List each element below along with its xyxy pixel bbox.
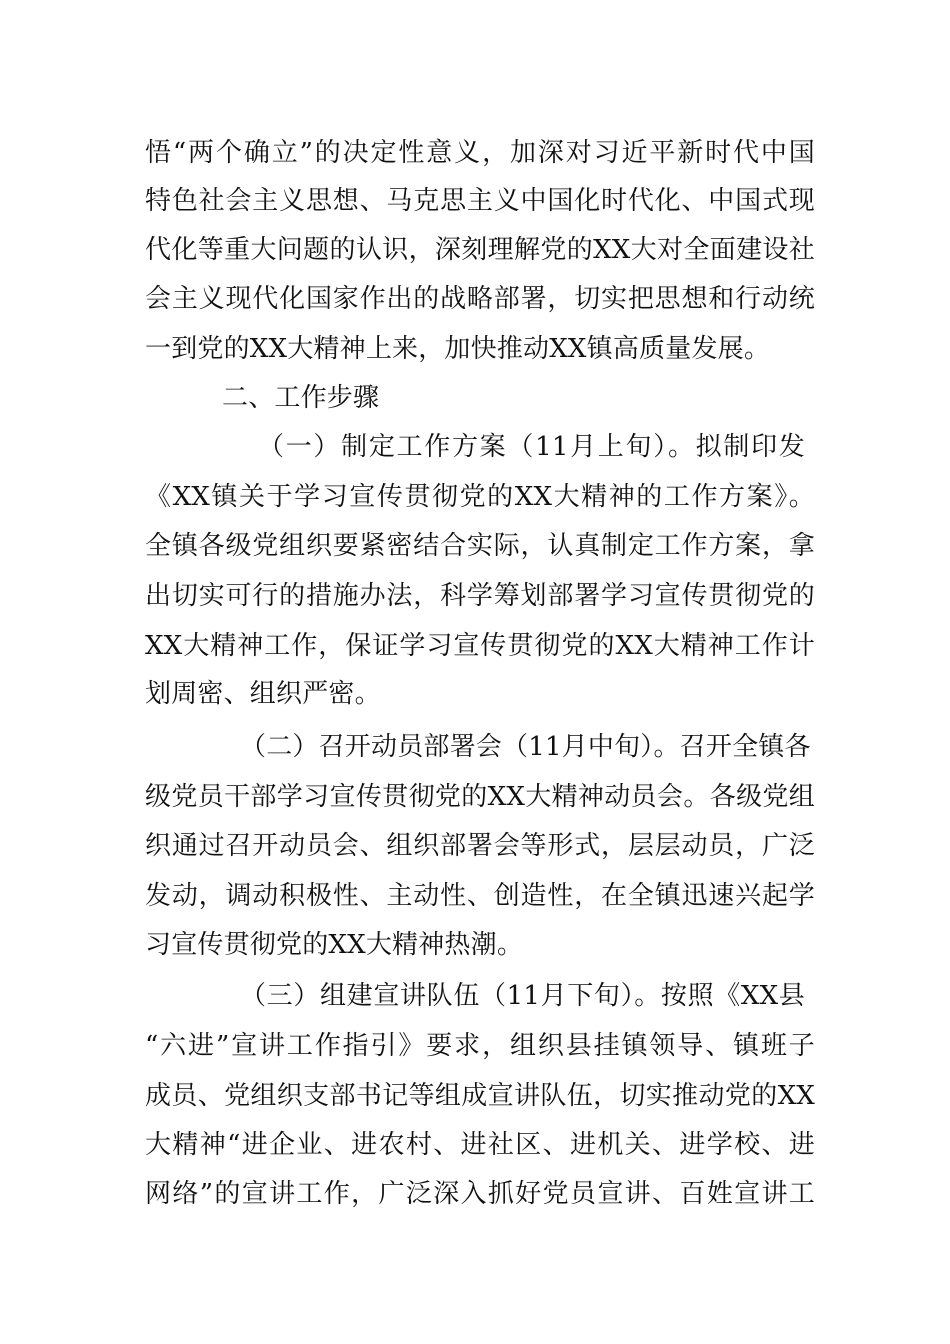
paragraph-line: （一）制定工作方案（11月上旬）。拟制印发 — [258, 432, 805, 462]
paragraph-line: “六进”宣讲工作指引》要求，组织县挂镇领导、镇班子 — [145, 1031, 815, 1061]
paragraph-line: 一到党的XX大精神上来，加快推动XX镇高质量发展。 — [145, 334, 771, 364]
paragraph-line: 大精神“进企业、进农村、进社区、进机关、进学校、进 — [145, 1130, 815, 1160]
paragraph-line: 特色社会主义思想、马克思主义中国化时代化、中国式现 — [145, 186, 815, 216]
section-heading: 二、工作步骤 — [222, 383, 380, 413]
paragraph-line: 代化等重大问题的认识，深刻理解党的XX大对全面建设社 — [145, 235, 815, 265]
paragraph-line: （三）组建宣讲队伍（11月下旬）。按照《XX县 — [240, 981, 805, 1011]
paragraph-line: 习宣传贯彻党的XX大精神热潮。 — [145, 930, 524, 960]
paragraph-line: 会主义现代化国家作出的战略部署，切实把思想和行动统 — [145, 284, 815, 314]
paragraph-line: 悟“两个确立”的决定性意义，加深对习近平新时代中国 — [145, 138, 815, 168]
paragraph-line: 出切实可行的措施办法，科学筹划部署学习宣传贯彻党的 — [145, 581, 815, 611]
paragraph-line: 划周密、组织严密。 — [145, 679, 381, 709]
paragraph-line: 《XX镇关于学习宣传贯彻党的XX大精神的工作方案》。 — [145, 482, 815, 512]
paragraph-line: 全镇各级党组织要紧密结合实际，认真制定工作方案，拿 — [145, 531, 815, 561]
paragraph-line: 网络”的宣讲工作，广泛深入抓好党员宣讲、百姓宣讲工 — [145, 1179, 815, 1209]
paragraph-line: 发动，调动积极性、主动性、创造性，在全镇迅速兴起学 — [145, 881, 815, 911]
paragraph-line: 级党员干部学习宣传贯彻党的XX大精神动员会。各级党组 — [145, 782, 815, 812]
paragraph-line: 织通过召开动员会、组织部署会等形式，层层动员，广泛 — [145, 831, 815, 861]
paragraph-line: XX大精神工作，保证学习宣传贯彻党的XX大精神工作计 — [145, 631, 815, 661]
paragraph-line: 成员、党组织支部书记等组成宣讲队伍，切实推动党的XX — [145, 1081, 815, 1111]
paragraph-line: （二）召开动员部署会（11月中旬）。召开全镇各 — [240, 732, 811, 762]
